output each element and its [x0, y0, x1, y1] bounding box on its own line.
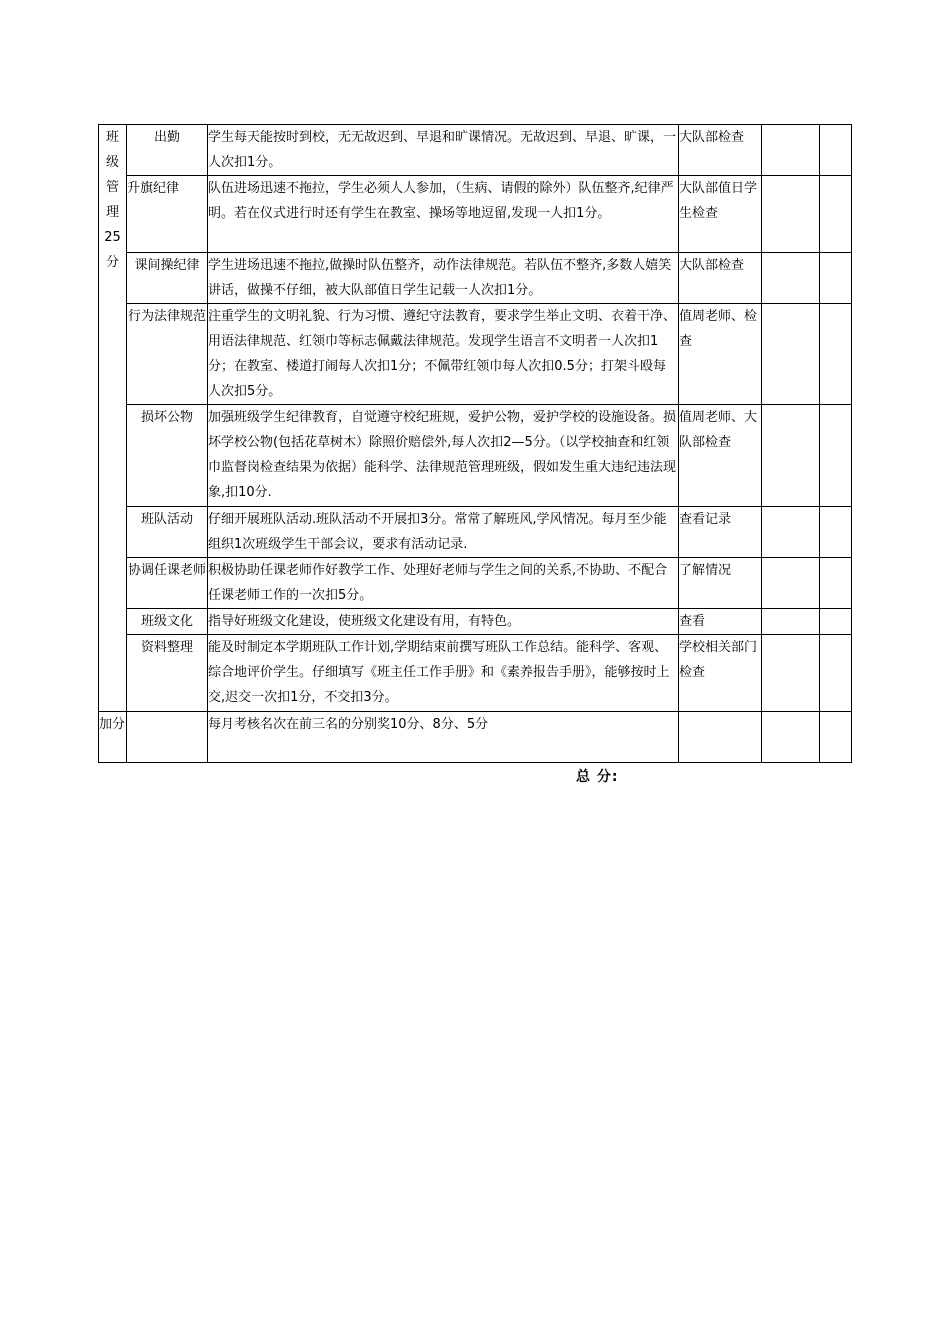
bonus-row [99, 712, 852, 763]
total-score-label: 总 分: [576, 769, 619, 785]
check-method-cell: 学校相关部门检查 [679, 635, 762, 712]
table-row [99, 507, 852, 558]
score-cell [762, 176, 820, 253]
description-cell: 能及时制定本学期班队工作计划,学期结束前撰写班队工作总结。能科学、客观、综合地评价学生。仔细填写《班主任工作手册》和《素养报告手册》，能够按时上交,迟交一次扣1分，不交扣3分。 [208, 635, 679, 712]
score-cell [820, 253, 852, 304]
score-cell [820, 507, 852, 558]
item-cell: 班队活动 [127, 507, 208, 558]
category-cell [99, 125, 127, 712]
description-cell: 积极协助任课老师作好教学工作、处理好老师与学生之间的关系,不协助、不配合任课老师工作的一次扣5分。 [208, 558, 679, 609]
score-cell [820, 635, 852, 712]
description-cell: 仔细开展班队活动.班队活动不开展扣3分。常常了解班风,学风情况。每月至少能组织1次班级学生干部会议，要求有活动记录. [208, 507, 679, 558]
category-label: 班级管理25分 [104, 130, 121, 270]
score-cell [762, 304, 820, 405]
bonus-item-cell [127, 712, 208, 763]
check-method-cell: 大队部值日学生检查 [679, 176, 762, 253]
check-method-cell: 值周老师、检查 [679, 304, 762, 405]
score-cell [820, 405, 852, 507]
score-cell [762, 405, 820, 507]
description-cell: 加强班级学生纪律教育，自觉遵守校纪班规，爱护公物，爱护学校的设施设备。损坏学校公物(包括花草树木）除照价赔偿外,每人次扣2—5分。（以学校抽查和红领巾监督岗检查结果为依据）能科学、法律规范管理班级，假如发生重大违纪违法现象,扣10分. [208, 405, 679, 507]
table-row [99, 609, 852, 635]
score-cell [762, 712, 820, 763]
item-cell: 损坏公物 [127, 405, 208, 507]
score-cell [820, 712, 852, 763]
score-cell [762, 253, 820, 304]
description-cell: 学生每天能按时到校，无无故迟到、早退和旷课情况。无故迟到、早退、旷课，一人次扣1分。 [208, 125, 679, 176]
score-cell [762, 125, 820, 176]
check-method-cell: 值周老师、大队部检查 [679, 405, 762, 507]
table-row [99, 558, 852, 609]
bonus-category-cell: 加分 [99, 712, 127, 763]
score-cell [762, 558, 820, 609]
item-cell: 班级文化 [127, 609, 208, 635]
description-cell: 队伍进场迅速不拖拉，学生必须人人参加，（生病、请假的除外）队伍整齐,纪律严明。若在仪式进行时还有学生在教室、操场等地逗留,发现一人扣1分。 [208, 176, 679, 253]
item-cell: 出勤 [127, 125, 208, 176]
score-cell [820, 304, 852, 405]
score-cell [820, 558, 852, 609]
assessment-table [98, 124, 852, 763]
check-method-cell: 大队部检查 [679, 125, 762, 176]
check-method-cell: 了解情况 [679, 558, 762, 609]
score-cell [820, 125, 852, 176]
description-cell: 指导好班级文化建设，使班级文化建设有用，有特色。 [208, 609, 679, 635]
table-row [99, 253, 852, 304]
table-row [99, 176, 852, 253]
table-row [99, 405, 852, 507]
score-cell [820, 609, 852, 635]
description-cell: 学生进场迅速不拖拉,做操时队伍整齐，动作法律规范。若队伍不整齐,多数人嬉笑讲话，做操不仔细，被大队部值日学生记载一人次扣1分。 [208, 253, 679, 304]
table-row [99, 125, 852, 176]
check-method-cell: 大队部检查 [679, 253, 762, 304]
score-cell [762, 635, 820, 712]
item-cell: 协调任课老师 [127, 558, 208, 609]
score-cell [820, 176, 852, 253]
table-row [99, 635, 852, 712]
bonus-description-cell: 每月考核名次在前三名的分别奖10分、8分、5分 [208, 712, 679, 763]
bonus-method-cell [679, 712, 762, 763]
score-cell [762, 609, 820, 635]
check-method-cell: 查看记录 [679, 507, 762, 558]
item-cell: 行为法律规范 [127, 304, 208, 405]
item-cell: 课间操纪律 [127, 253, 208, 304]
check-method-cell: 查看 [679, 609, 762, 635]
item-cell: 资料整理 [127, 635, 208, 712]
table-row [99, 304, 852, 405]
item-cell: 升旗纪律 [127, 176, 208, 253]
score-cell [762, 507, 820, 558]
description-cell: 注重学生的文明礼貌、行为习惯、遵纪守法教育，要求学生举止文明、衣着干净、用语法律规范、红领巾等标志佩戴法律规范。发现学生语言不文明者一人次扣1分；在教室、楼道打闹每人次扣1分；不佩带红领巾每人次扣0.5分；打架斗殴每人次扣5分。 [208, 304, 679, 405]
